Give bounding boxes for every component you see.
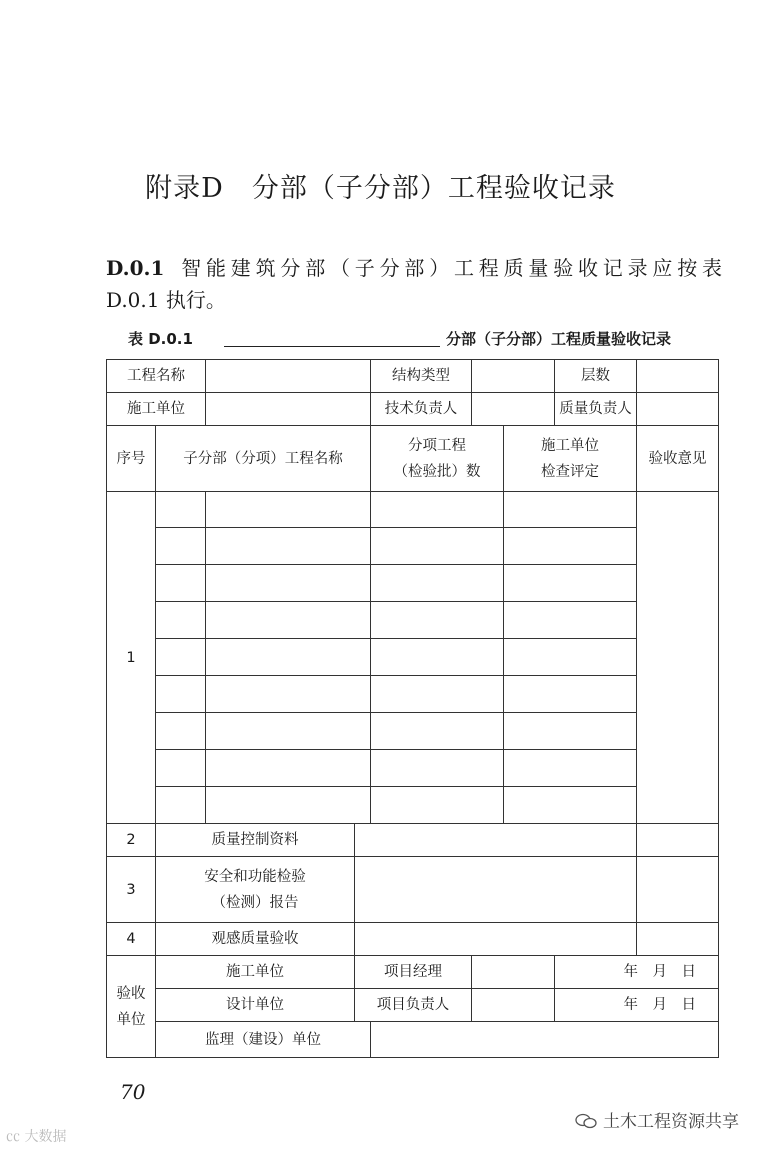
structure-type-label: 结构类型 bbox=[371, 360, 472, 393]
acceptance-record-table bbox=[106, 359, 719, 1058]
group1-opinion-cell[interactable] bbox=[637, 492, 719, 824]
sub-name-cell[interactable] bbox=[206, 713, 371, 750]
structure-type-cell[interactable] bbox=[472, 360, 555, 393]
header-item-line1: 分项工程 bbox=[408, 437, 466, 454]
floors-cell[interactable] bbox=[637, 360, 719, 393]
item-count-cell[interactable] bbox=[371, 492, 504, 528]
row3-line2: （检测）报告 bbox=[211, 894, 299, 911]
check-cell[interactable] bbox=[504, 676, 637, 713]
item-count-cell[interactable] bbox=[371, 528, 504, 565]
check-cell[interactable] bbox=[504, 492, 637, 528]
unit1-signature-cell[interactable] bbox=[472, 956, 555, 989]
item-count-cell[interactable] bbox=[371, 787, 504, 824]
table-label: 表 D.0.1 bbox=[128, 330, 193, 348]
check-cell[interactable] bbox=[504, 602, 637, 639]
row4-seq: 4 bbox=[107, 923, 156, 956]
unit3-label: 监理（建设）单位 bbox=[156, 1022, 371, 1058]
watermark-left bbox=[6, 1126, 66, 1146]
technical-lead-cell[interactable] bbox=[472, 393, 555, 426]
header-check-line1: 施工单位 bbox=[541, 437, 599, 454]
row2-seq: 2 bbox=[107, 824, 156, 857]
unit2-date[interactable]: 年 月 日 bbox=[555, 989, 719, 1022]
check-cell[interactable] bbox=[504, 528, 637, 565]
row4-opinion-cell[interactable] bbox=[637, 923, 719, 956]
sub-seq-cell[interactable] bbox=[156, 713, 206, 750]
unit1-date[interactable]: 年 月 日 bbox=[555, 956, 719, 989]
accept-line1: 验收 bbox=[116, 985, 146, 1002]
item-count-cell[interactable] bbox=[371, 565, 504, 602]
row3-line1: 安全和功能检验 bbox=[204, 868, 306, 885]
floors-label: 层数 bbox=[555, 360, 637, 393]
item-count-cell[interactable] bbox=[371, 713, 504, 750]
page-title: 附录D 分部（子分部）工程验收记录 bbox=[145, 173, 616, 204]
unit3-content-cell[interactable] bbox=[371, 1022, 719, 1058]
row2-content-cell[interactable] bbox=[355, 824, 637, 857]
clause-number: D.0.1 bbox=[106, 256, 165, 280]
row3-opinion-cell[interactable] bbox=[637, 857, 719, 923]
item-count-cell[interactable] bbox=[371, 676, 504, 713]
header-opinion: 验收意见 bbox=[637, 426, 719, 492]
row2-opinion-cell[interactable] bbox=[637, 824, 719, 857]
row3-content-cell[interactable] bbox=[355, 857, 637, 923]
project-name-cell[interactable] bbox=[206, 360, 371, 393]
fill-blank-line[interactable] bbox=[224, 346, 440, 347]
header-item-count bbox=[371, 426, 504, 492]
unit2-label: 设计单位 bbox=[156, 989, 355, 1022]
header-item-line2: （检验批）数 bbox=[393, 463, 481, 480]
group1-seq: 1 bbox=[107, 492, 156, 824]
sub-name-cell[interactable] bbox=[206, 528, 371, 565]
sub-name-cell[interactable] bbox=[206, 787, 371, 824]
unit1-label: 施工单位 bbox=[156, 956, 355, 989]
construction-unit-cell[interactable] bbox=[206, 393, 371, 426]
sub-seq-cell[interactable] bbox=[156, 676, 206, 713]
clause-line-1 bbox=[106, 252, 722, 284]
table-title: 分部（子分部）工程质量验收记录 bbox=[446, 330, 672, 348]
construction-unit-label: 施工单位 bbox=[107, 393, 206, 426]
item-count-cell[interactable] bbox=[371, 639, 504, 676]
header-check bbox=[504, 426, 637, 492]
sub-seq-cell[interactable] bbox=[156, 639, 206, 676]
clause-line-2: D.0.1 执行。 bbox=[106, 288, 226, 312]
sub-seq-cell[interactable] bbox=[156, 528, 206, 565]
row4-label: 观感质量验收 bbox=[156, 923, 355, 956]
check-cell[interactable] bbox=[504, 750, 637, 787]
sub-name-cell[interactable] bbox=[206, 602, 371, 639]
item-count-cell[interactable] bbox=[371, 750, 504, 787]
page-number: 70 bbox=[120, 1080, 146, 1104]
sub-name-cell[interactable] bbox=[206, 565, 371, 602]
sub-seq-cell[interactable] bbox=[156, 787, 206, 824]
unit2-role-label: 项目负责人 bbox=[355, 989, 472, 1022]
item-count-cell[interactable] bbox=[371, 602, 504, 639]
sub-seq-cell[interactable] bbox=[156, 492, 206, 528]
watermark-right bbox=[575, 1107, 739, 1132]
accept-units-label bbox=[107, 956, 156, 1058]
check-cell[interactable] bbox=[504, 565, 637, 602]
clause-line1-text: 智能建筑分部（子分部）工程质量验收记录应按表 bbox=[176, 256, 722, 280]
accept-line2: 单位 bbox=[116, 1011, 146, 1028]
check-cell[interactable] bbox=[504, 713, 637, 750]
sub-name-cell[interactable] bbox=[206, 492, 371, 528]
clause-text bbox=[106, 252, 722, 316]
sub-seq-cell[interactable] bbox=[156, 602, 206, 639]
sub-name-cell[interactable] bbox=[206, 750, 371, 787]
header-check-line2: 检查评定 bbox=[541, 463, 599, 480]
quality-lead-label: 质量负责人 bbox=[555, 393, 637, 426]
header-seq: 序号 bbox=[107, 426, 156, 492]
watermark-logo-icon: ㏄ bbox=[6, 1129, 20, 1145]
wechat-icon bbox=[575, 1113, 597, 1129]
row3-label bbox=[156, 857, 355, 923]
sub-seq-cell[interactable] bbox=[156, 565, 206, 602]
watermark-left-text: 大数据 bbox=[24, 1129, 67, 1145]
check-cell[interactable] bbox=[504, 639, 637, 676]
check-cell[interactable] bbox=[504, 787, 637, 824]
unit1-role-label: 项目经理 bbox=[355, 956, 472, 989]
row4-content-cell[interactable] bbox=[355, 923, 637, 956]
quality-lead-cell[interactable] bbox=[637, 393, 719, 426]
row2-label: 质量控制资料 bbox=[156, 824, 355, 857]
sub-name-cell[interactable] bbox=[206, 676, 371, 713]
header-sub-name: 子分部（分项）工程名称 bbox=[156, 426, 371, 492]
technical-lead-label: 技术负责人 bbox=[371, 393, 472, 426]
sub-seq-cell[interactable] bbox=[156, 750, 206, 787]
table-caption bbox=[128, 326, 698, 350]
watermark-right-text: 土木工程资源共享 bbox=[603, 1112, 739, 1132]
row3-seq: 3 bbox=[107, 857, 156, 923]
unit2-signature-cell[interactable] bbox=[472, 989, 555, 1022]
project-name-label: 工程名称 bbox=[107, 360, 206, 393]
sub-name-cell[interactable] bbox=[206, 639, 371, 676]
